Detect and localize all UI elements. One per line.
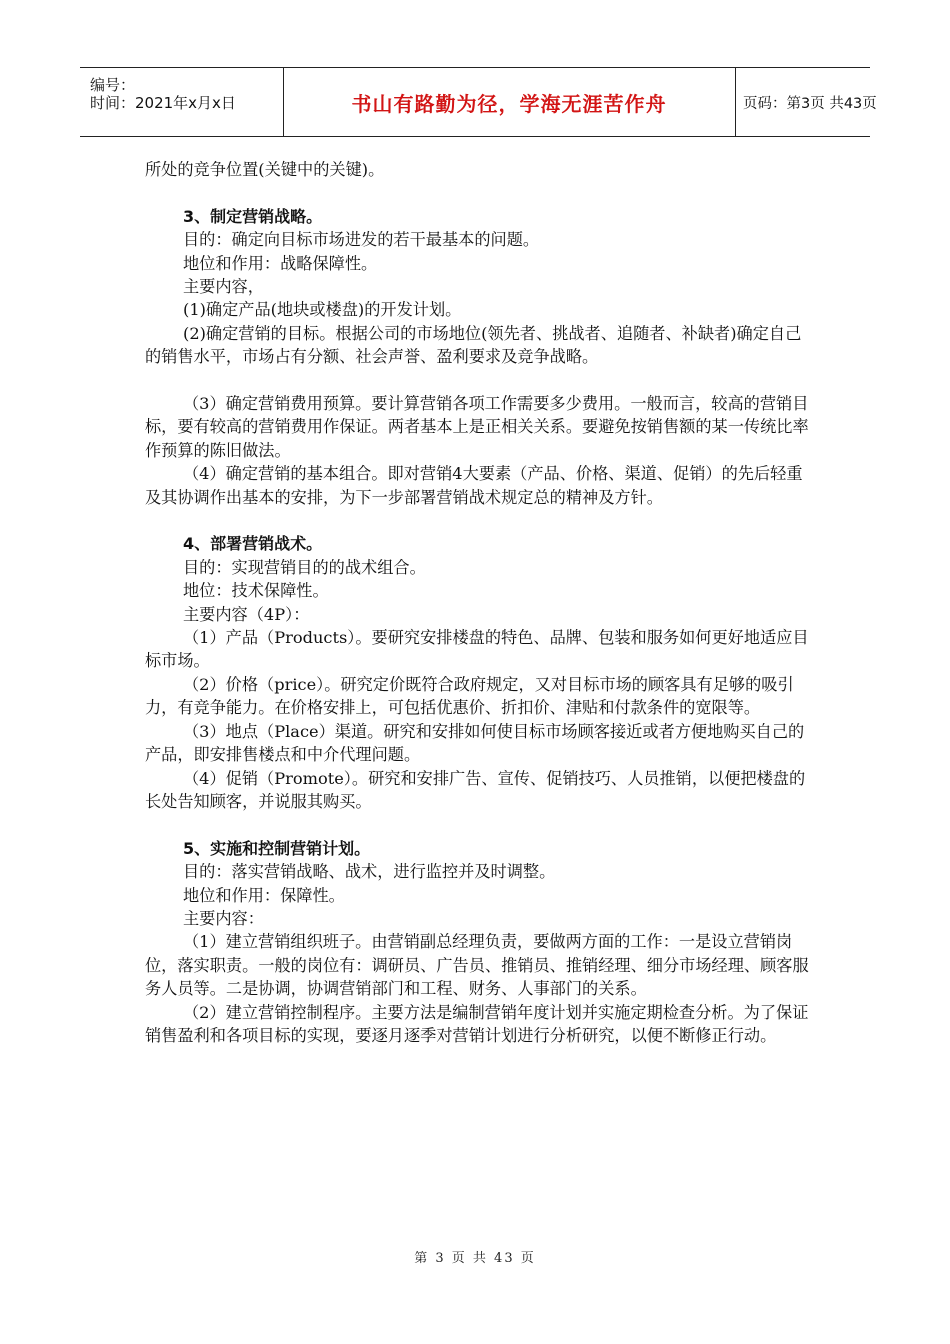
paragraph-gap xyxy=(145,369,810,392)
paragraph-gap xyxy=(145,181,810,204)
header-page-info: 页码：第3页 共43页 xyxy=(743,95,877,112)
document-header xyxy=(80,67,877,137)
header-meta-cell xyxy=(80,68,284,136)
body-paragraph: 所处的竞争位置(关键中的关键)。 xyxy=(145,160,385,179)
document-number-label: 编号： xyxy=(90,76,136,94)
body-paragraph: 目的：落实营销战略、战术，进行监控并及时调整。 xyxy=(183,862,556,882)
paragraph-gap xyxy=(145,813,810,836)
body-paragraph: （4）促销（Promote）。研究和安排广告、宣传、促销技巧、人员推销，以便把楼盘的长处告知顾客，并说服其购买。 xyxy=(145,768,806,811)
header-page-cell xyxy=(735,68,877,136)
body-paragraph: （3）地点（Place）渠道。研究和安排如何使目标市场顾客接近或者方便地购买自己的产品，即安排售楼点和中介代理问题。 xyxy=(145,721,805,765)
body-paragraph: 目的：确定向目标市场进发的若干最基本的问题。 xyxy=(183,230,540,250)
section-heading: 5、实施和控制营销计划。 xyxy=(183,838,371,858)
body-paragraph: 目的：实现营销目的的战术组合。 xyxy=(183,557,426,577)
body-paragraph: 主要内容： xyxy=(183,908,264,928)
body-paragraph: 地位和作用：战略保障性。 xyxy=(183,253,378,273)
body-paragraph: （3）确定营销费用预算。要计算营销各项工作需要多少费用。一般而言，较高的营销目标，要有较高的营销费用作保证。两者基本上是正相关关系。要避免按销售额的某一传统比率作预算的陈旧做法。 xyxy=(145,394,809,460)
body-paragraph: (2)确定营销的目标。根据公司的市场地位(领先者、挑战者、追随者、补缺者)确定自己的销售水平，市场占有分额、社会声誉、盈利要求及竞争战略。 xyxy=(145,323,802,367)
document-date-label: 时间：2021年x月x日 xyxy=(90,94,236,112)
body-paragraph: （1）产品（Products）。要研究安排楼盘的特色、品牌、包装和服务如何更好地适应目标市场。 xyxy=(145,628,809,671)
body-paragraph: （1）建立营销组织班子。由营销副总经理负责，要做两方面的工作：一是设立营销岗位，落实职责。一般的岗位有：调研员、广告员、推销员、推销经理、细分市场经理、顾客服务人员等。二是协调，协调营销部门和工程、财务、人事部门的关系。 xyxy=(145,932,809,999)
header-motto: 书山有路勤为径，学海无涯苦作舟 xyxy=(351,91,667,116)
paragraph-gap xyxy=(145,509,810,532)
document-body xyxy=(145,158,810,1047)
section-heading: 4、部署营销战术。 xyxy=(183,534,323,554)
body-paragraph: （2）建立营销控制程序。主要方法是编制营销年度计划并实施定期检查分析。为了保证销售盈利和各项目标的实现，要逐月逐季对营销计划进行分析研究，以便不断修正行动。 xyxy=(145,1002,809,1045)
body-paragraph: （4）确定营销的基本组合。即对营销4大要素（产品、价格、渠道、促销）的先后轻重及其协调作出基本的安排，为下一步部署营销战术规定总的精神及方针。 xyxy=(145,464,803,507)
body-paragraph: (1)确定产品(地块或楼盘)的开发计划。 xyxy=(183,300,462,320)
body-paragraph: 主要内容， xyxy=(183,277,264,297)
body-paragraph: 地位：技术保障性。 xyxy=(183,581,329,601)
body-paragraph: 地位和作用：保障性。 xyxy=(183,885,345,905)
page-footer: 第 3 页 共 43 页 xyxy=(414,1251,536,1266)
header-motto-cell xyxy=(283,68,736,136)
body-paragraph: （2）价格（price）。研究定价既符合政府规定，又对目标市场的顾客具有足够的吸引力，有竞争能力。在价格安排上，可包括优惠价、折扣价、津贴和付款条件的宽限等。 xyxy=(145,674,794,718)
section-heading: 3、制定营销战略。 xyxy=(183,206,323,226)
body-paragraph: 主要内容（4P）： xyxy=(183,604,310,624)
